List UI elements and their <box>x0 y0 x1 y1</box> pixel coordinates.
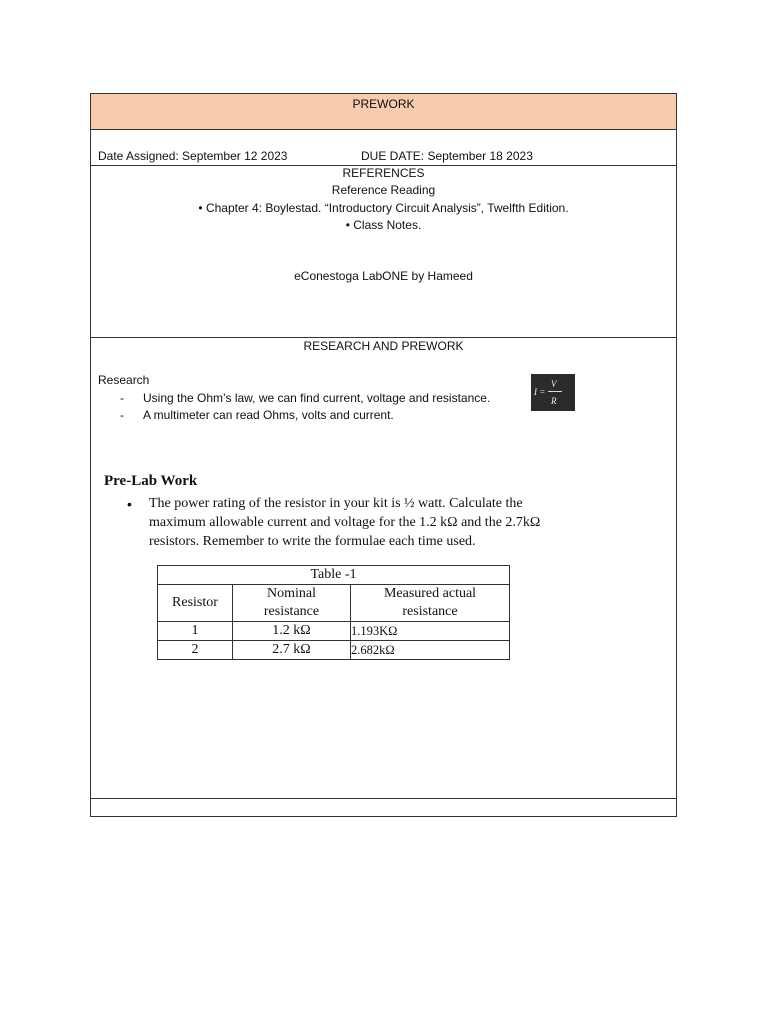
table-row <box>158 622 510 641</box>
table-cell: 1 <box>158 622 233 641</box>
divider <box>91 798 676 799</box>
prelab-line: The power rating of the resistor in your kit is ½ watt. Calculate the <box>149 496 523 511</box>
table-row <box>158 641 510 660</box>
prelab-heading: Pre-Lab Work <box>104 473 198 489</box>
dash-marker: - <box>120 408 124 422</box>
column-header-line: resistance <box>402 604 458 619</box>
resistor-table <box>157 565 510 660</box>
references-heading: REFERENCES <box>342 166 425 180</box>
table-cell: 2 <box>158 641 233 660</box>
lab-note: eConestoga LabONE by Hameed <box>294 269 473 283</box>
table-header-row <box>158 585 510 622</box>
column-header <box>233 585 351 622</box>
reference-reading-label: Reference Reading <box>331 183 436 197</box>
table-cell: 2.682kΩ <box>351 641 510 660</box>
research-item-text: A multimeter can read Ohms, volts and current. <box>143 408 394 422</box>
fraction-bar <box>548 391 562 392</box>
formula-denominator: R <box>551 396 557 406</box>
column-header-line: Measured actual <box>383 586 477 601</box>
reference-item: • Chapter 4: Boylestad. “Introductory Circuit Analysis”, Twelfth Edition. <box>198 201 569 215</box>
research-label: Research <box>98 373 150 387</box>
ohms-law-formula-image <box>531 374 575 411</box>
dash-marker: - <box>120 391 124 405</box>
table-caption-row <box>158 566 510 585</box>
research-heading: RESEARCH AND PREWORK <box>303 339 464 353</box>
table-cell: 1.193KΩ <box>351 622 510 641</box>
prework-title: PREWORK <box>352 97 415 111</box>
formula-lhs: I = <box>534 387 546 397</box>
column-header: Resistor <box>158 585 233 622</box>
bullet-marker: • <box>127 496 132 512</box>
prelab-line: resistors. Remember to write the formulae each time used. <box>149 534 476 549</box>
column-header-line: Nominal <box>267 586 316 601</box>
table-caption: Table -1 <box>158 566 510 585</box>
reference-item: • Class Notes. <box>345 218 422 232</box>
formula-numerator: V <box>551 379 557 389</box>
divider <box>91 337 676 338</box>
column-header-line: resistance <box>263 604 320 619</box>
prework-header <box>91 94 676 130</box>
date-assigned: Date Assigned: September 12 2023 <box>98 149 288 163</box>
prelab-line: maximum allowable current and voltage for the 1.2 kΩ and the 2.7kΩ <box>149 515 541 530</box>
column-header <box>351 585 510 622</box>
prework-frame <box>90 93 677 817</box>
table-cell: 2.7 kΩ <box>233 641 351 660</box>
research-item-text: Using the Ohm’s law, we can find current, voltage and resistance. <box>143 391 491 405</box>
table-cell: 1.2 kΩ <box>233 622 351 641</box>
prelab-instructions <box>149 494 540 551</box>
due-date: DUE DATE: September 18 2023 <box>361 149 533 163</box>
